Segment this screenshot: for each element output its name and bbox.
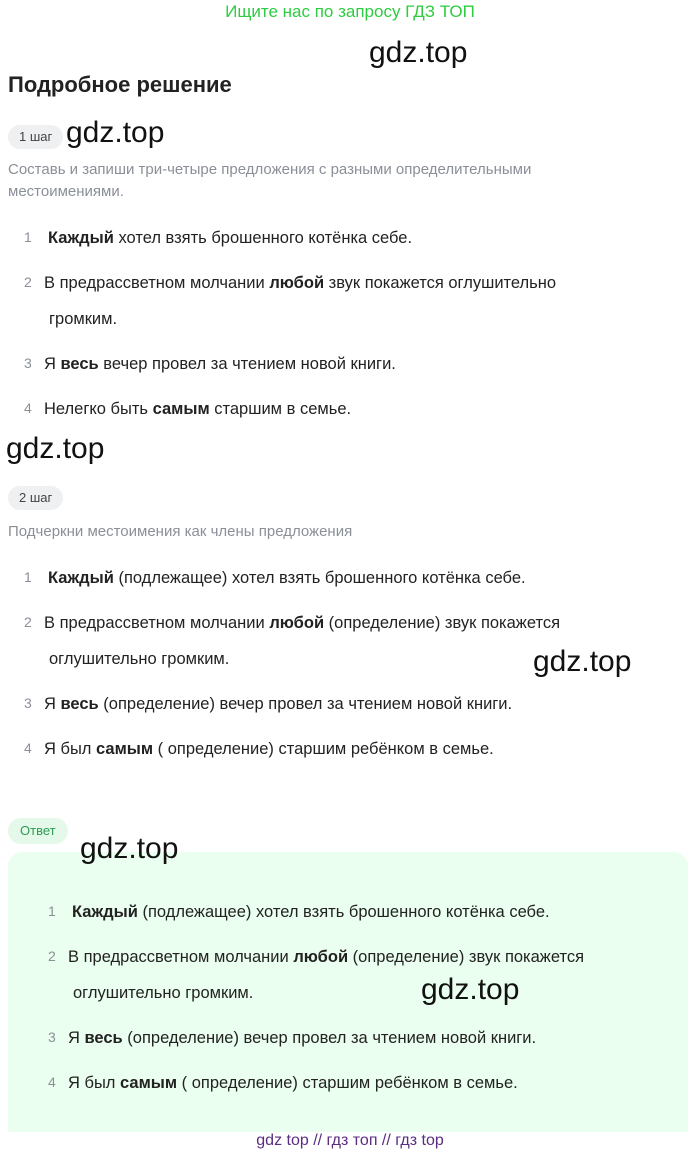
answer-list: [24, 903, 700, 1114]
watermark: gdz.top: [369, 36, 468, 69]
list-item: 3 Я весь (определение) вечер провел за чтением новой книги.: [48, 1029, 537, 1047]
pronoun: Каждый: [48, 229, 114, 247]
list-item: 1 Каждый (подлежащее) хотел взять брошенного котёнка себе.: [24, 569, 526, 587]
pronoun: весь: [60, 355, 99, 373]
item-number: 1: [24, 229, 32, 245]
item-number: 2: [24, 614, 32, 630]
list-item: 2 В предрассветном молчании любой звук покажется оглушительно громким.: [24, 274, 557, 328]
item-number: 2: [24, 274, 32, 290]
pronoun: весь: [84, 1029, 123, 1047]
item-number: 4: [48, 1074, 56, 1090]
list-item: 1 Каждый хотел взять брошенного котёнка себе.: [24, 229, 413, 247]
list-item: 2 В предрассветном молчании любой (определение) звук покажется оглушительно громким.: [48, 948, 585, 1002]
list-item: 1 Каждый (подлежащее) хотел взять брошенного котёнка себе.: [48, 903, 550, 921]
list-item: 4 Нелегко быть самым старшим в семье.: [24, 400, 352, 418]
step-1-description: Составь и запиши три-четыре предложения с разными определительными местоимениями.: [8, 161, 532, 200]
watermark: gdz.top: [6, 432, 105, 465]
item-number: 3: [48, 1029, 56, 1045]
item-number: 4: [24, 400, 32, 416]
step-1-badge: 1 шаг: [8, 125, 63, 149]
item-number: 1: [24, 569, 32, 585]
list-item: 2 В предрассветном молчании любой (определение) звук покажется оглушительно громким.: [24, 614, 561, 668]
page-title: Подробное решение: [8, 72, 232, 97]
list-item: 4 Я был самым ( определение) старшим ребёнком в семье.: [24, 740, 494, 758]
watermark: gdz.top: [533, 645, 632, 678]
watermark: gdz.top: [421, 973, 520, 1006]
pronoun: самым: [152, 400, 210, 418]
watermark: gdz.top: [80, 832, 179, 865]
step-2-badge: 2 шаг: [8, 486, 63, 510]
pronoun: любой: [269, 274, 325, 292]
pronoun: любой: [269, 614, 325, 632]
item-continuation: оглушительно громким.: [49, 650, 230, 668]
footer-text: gdz top // гдз топ // гдз top: [256, 1132, 444, 1149]
pronoun: самым: [96, 740, 154, 758]
item-number: 4: [24, 740, 32, 756]
list-item: 3 Я весь (определение) вечер провел за чтением новой книги.: [24, 695, 513, 713]
step-2-description: Подчеркни местоимения как члены предложения: [8, 523, 353, 540]
pronoun: Каждый: [48, 569, 114, 587]
pronoun: любой: [293, 948, 349, 966]
list-item: 3 Я весь вечер провел за чтением новой книги.: [24, 355, 396, 373]
pronoun: самым: [120, 1074, 178, 1092]
search-banner: Ищите нас по запросу ГДЗ ТОП: [225, 2, 475, 21]
pronoun: весь: [60, 695, 99, 713]
answer-badge: Ответ: [8, 818, 68, 844]
item-number: 1: [48, 903, 56, 919]
watermark: gdz.top: [66, 116, 165, 149]
item-number: 3: [24, 355, 32, 371]
step-1-list: [0, 229, 680, 440]
pronoun: Каждый: [72, 903, 138, 921]
item-number: 3: [24, 695, 32, 711]
item-number: 2: [48, 948, 56, 964]
item-continuation: оглушительно громким.: [73, 984, 254, 1002]
item-continuation: громким.: [49, 310, 118, 328]
list-item: 4 Я был самым ( определение) старшим ребёнком в семье.: [48, 1074, 518, 1092]
